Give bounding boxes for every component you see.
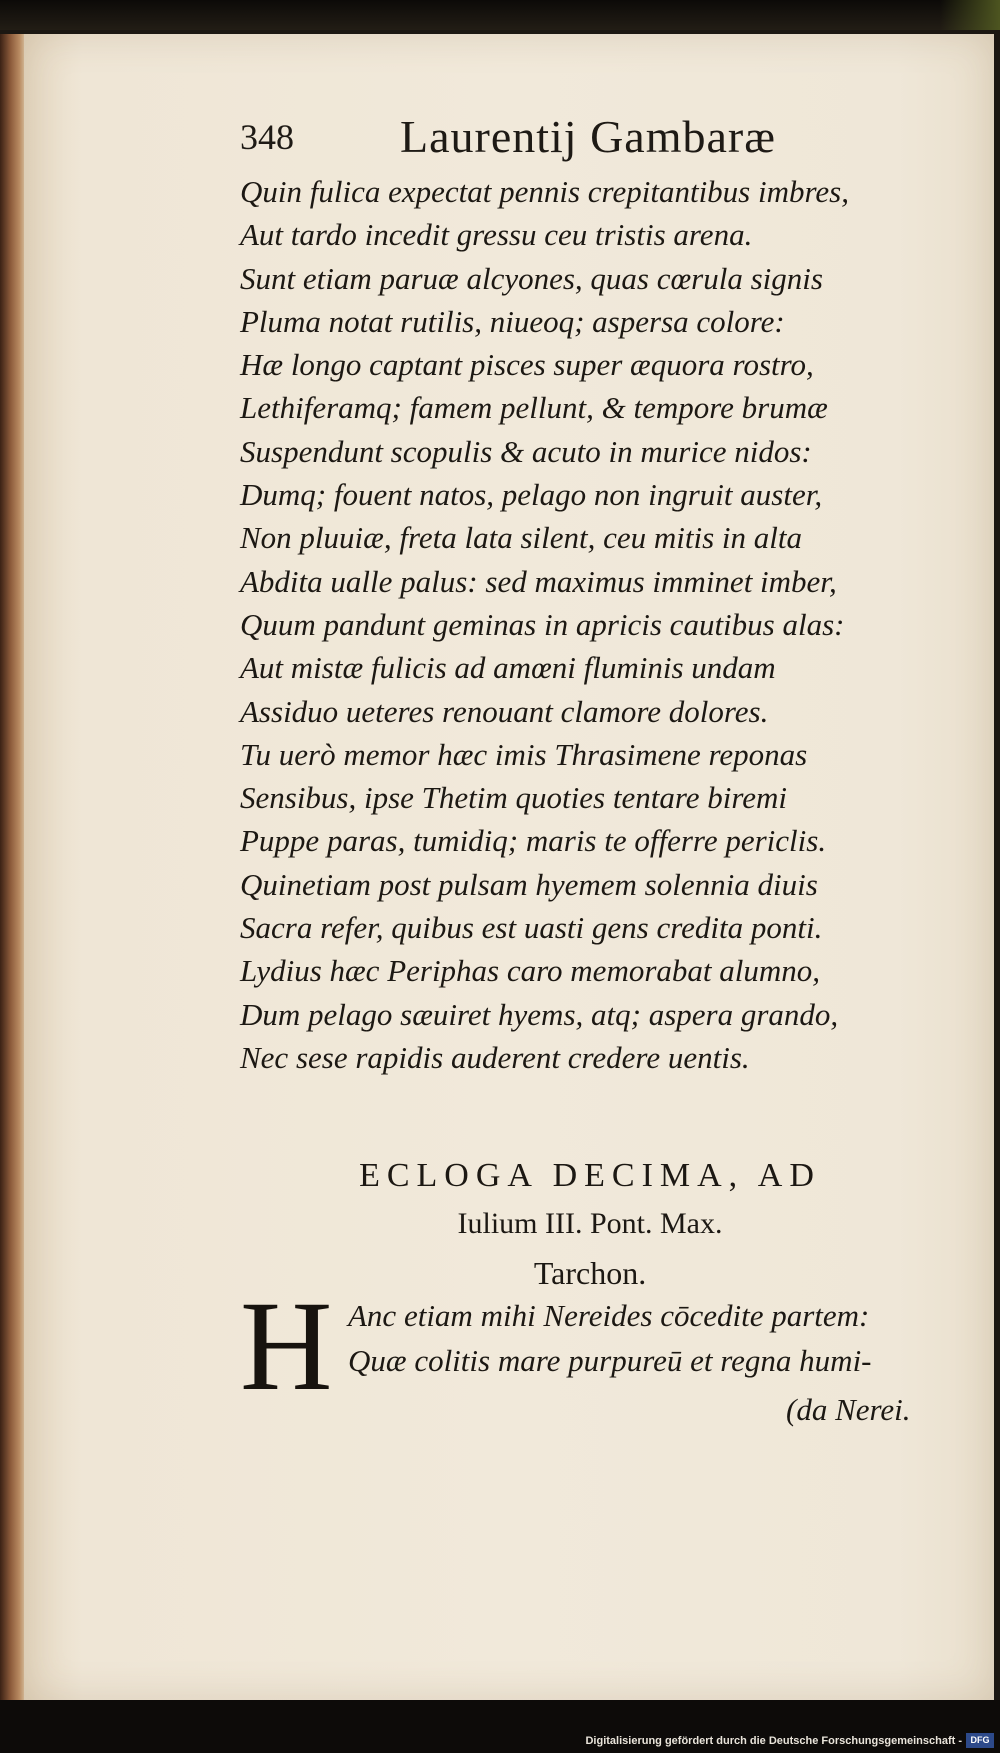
verse-line: Quin fulica expectat pennis crepitantibus imbres, bbox=[240, 174, 849, 209]
verse-line: Abdita ualle palus: sed maximus imminet imber, bbox=[240, 563, 837, 599]
turnover-line: (da Nerei. bbox=[786, 1392, 911, 1427]
verse-line: Sacra refer, quibus est uasti gens credita ponti. bbox=[240, 910, 823, 946]
verse-block bbox=[240, 170, 960, 1079]
verse-line: Quinetiam post pulsam hyemem solennia diuis bbox=[240, 866, 818, 902]
opening-line: Quæ colitis mare purpureū et regna humi- bbox=[348, 1343, 872, 1378]
verse-line: Suspendunt scopulis & acuto in murice nidos: bbox=[240, 433, 812, 469]
verse-line: Puppe paras, tumidiq; maris te offerre periclis. bbox=[240, 823, 827, 859]
verse-line: Hæ longo captant pisces super æquora rostro, bbox=[240, 347, 814, 383]
verse-line: Sensibus, ipse Thetim quoties tentare biremi bbox=[240, 780, 788, 816]
top-scan-margin bbox=[0, 0, 1000, 30]
verse-line: Sunt etiam paruæ alcyones, quas cœrula signis bbox=[240, 260, 823, 296]
verse-line: Aut mistæ fulicis ad amœni fluminis undam bbox=[240, 650, 776, 686]
funding-credit: Digitalisierung gefördert durch die Deutsche Forschungsgemeinschaft - bbox=[585, 1735, 962, 1747]
verse-line: Lethiferamq; famem pellunt, & tempore brumæ bbox=[240, 390, 828, 426]
section-title: ECLOGA DECIMA, AD bbox=[359, 1157, 821, 1194]
verse-line: Aut tardo incedit gressu ceu tristis arena. bbox=[240, 217, 753, 253]
verse-line: Tu uerò memor hæc imis Thrasimene reponas bbox=[240, 736, 808, 772]
section-subtitle: Iulium III. Pont. Max. bbox=[457, 1207, 723, 1240]
verse-line: Dumq; fouent natos, pelago non ingruit auster, bbox=[240, 477, 823, 513]
book-spine-edge bbox=[0, 34, 26, 1700]
page-header bbox=[240, 110, 820, 166]
dfg-logo: DFG bbox=[966, 1733, 994, 1748]
verse-line: Lydius hæc Periphas caro memorabat alumno, bbox=[240, 953, 821, 989]
verse-line: Pluma notat rutilis, niueoq; aspersa colore: bbox=[240, 303, 785, 339]
verse-line: Nec sese rapidis auderent credere uentis. bbox=[240, 1039, 750, 1075]
verse-line: Dum pelago sæuiret hyems, atq; aspera grando, bbox=[240, 996, 839, 1032]
running-head: Laurentij Gambaræ bbox=[400, 111, 776, 162]
opening-line: Anc etiam mihi Nereides cōcedite partem: bbox=[348, 1298, 870, 1333]
scan-color-strip bbox=[940, 0, 1000, 30]
verse-line: Quum pandunt geminas in apricis cautibus alas: bbox=[240, 606, 845, 642]
verse-line: Assiduo ueteres renouant clamore dolores. bbox=[240, 693, 769, 729]
speaker-name: Tarchon. bbox=[533, 1255, 647, 1291]
drop-cap: H bbox=[240, 1275, 333, 1417]
page-number: 348 bbox=[240, 117, 294, 157]
verse-line: Non pluuiæ, freta lata silent, ceu mitis in alta bbox=[240, 520, 803, 556]
